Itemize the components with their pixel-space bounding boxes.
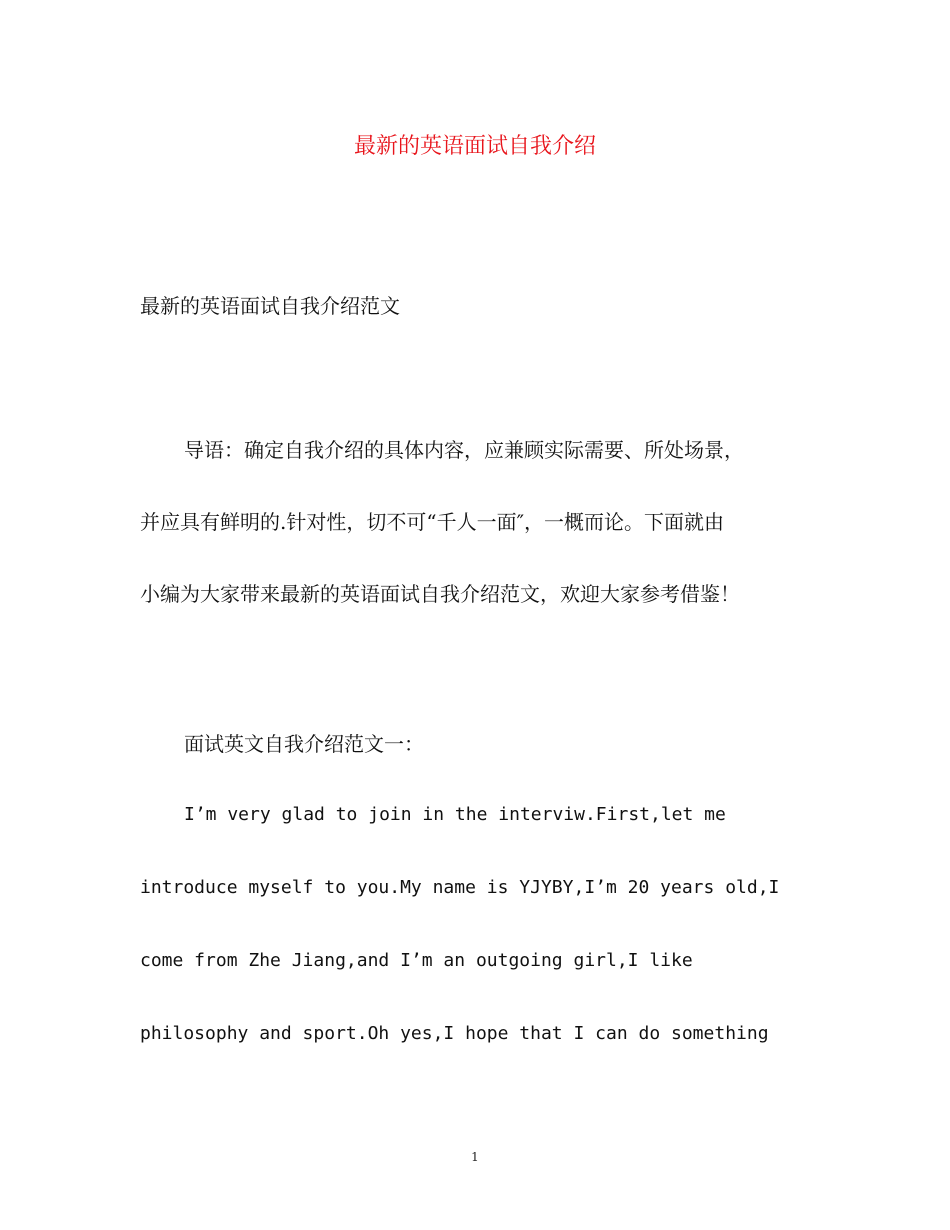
- intro-line: 导语：确定自我介绍的具体内容，应兼顾实际需要、所处场景，: [184, 438, 744, 462]
- intro-line: 小编为大家带来最新的英语面试自我介绍范文，欢迎大家参考借鉴！: [140, 582, 740, 606]
- page-number: 1: [471, 1150, 479, 1164]
- english-paragraph: [140, 800, 820, 1092]
- document-title: 最新的英语面试自我介绍: [353, 134, 596, 159]
- english-line: introduce myself to you.My name is YJYBY,I’m 20 years old,I: [140, 877, 780, 898]
- intro-paragraph: [140, 434, 810, 650]
- document-subtitle: 最新的英语面试自我介绍范文: [140, 294, 400, 318]
- section-heading: 面试英文自我介绍范文一：: [184, 732, 424, 756]
- intro-line: 并应具有鲜明的.针对性，切不可“千人一面″，一概而论。下面就由: [140, 510, 725, 534]
- english-line: I’m very glad to join in the interviw.First,let me: [184, 804, 726, 825]
- english-line: come from Zhe Jiang,and I’m an outgoing girl,I like: [140, 950, 693, 971]
- english-line: philosophy and sport.Oh yes,I hope that I can do something: [140, 1023, 769, 1044]
